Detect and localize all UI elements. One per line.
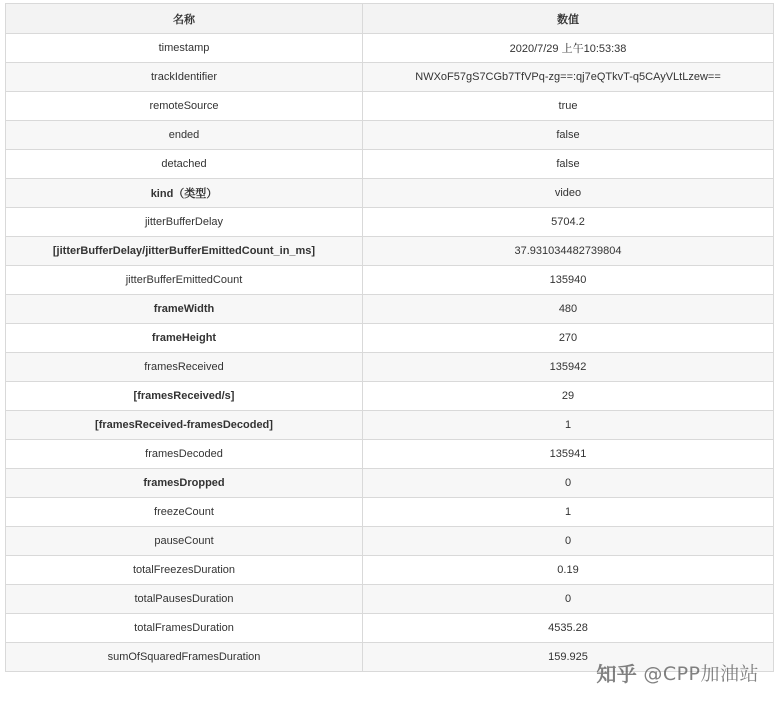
stat-name-cell: framesDropped — [6, 469, 363, 498]
table-row — [6, 324, 774, 353]
column-header-name: 名称 — [6, 4, 363, 34]
stat-value-cell: 270 — [363, 324, 774, 353]
stat-value-cell: 0 — [363, 469, 774, 498]
stat-value-cell: NWXoF57gS7CGb7TfVPq-zg==:qj7eQTkvT-q5CAyVLtLzew== — [363, 63, 774, 92]
stat-name-cell: sumOfSquaredFramesDuration — [6, 643, 363, 672]
column-header-value: 数值 — [363, 4, 774, 34]
stat-name-cell: [framesReceived/s] — [6, 382, 363, 411]
stat-value-cell: false — [363, 121, 774, 150]
watermark-author: @CPP加油站 — [643, 663, 759, 685]
table-row — [6, 469, 774, 498]
table-row — [6, 121, 774, 150]
table-row — [6, 34, 774, 63]
stat-name-cell: detached — [6, 150, 363, 179]
stat-value-cell: 5704.2 — [363, 208, 774, 237]
table-row — [6, 498, 774, 527]
stat-value-cell: 135940 — [363, 266, 774, 295]
table-row — [6, 556, 774, 585]
table-header — [6, 4, 774, 34]
table-body — [6, 34, 774, 672]
table-row — [6, 208, 774, 237]
stat-name-cell: jitterBufferDelay — [6, 208, 363, 237]
table-row — [6, 179, 774, 208]
stat-value-cell: 135941 — [363, 440, 774, 469]
stat-name-cell: totalFramesDuration — [6, 614, 363, 643]
stat-value-cell: 37.931034482739804 — [363, 237, 774, 266]
table-row — [6, 614, 774, 643]
stat-name-cell: [framesReceived-framesDecoded] — [6, 411, 363, 440]
stat-name-cell: kind（类型） — [6, 179, 363, 208]
stat-name-cell: framesReceived — [6, 353, 363, 382]
stat-name-cell: remoteSource — [6, 92, 363, 121]
stat-value-cell: 1 — [363, 411, 774, 440]
stat-name-cell: framesDecoded — [6, 440, 363, 469]
stat-name-cell: ended — [6, 121, 363, 150]
table-header-row — [6, 4, 774, 34]
table-row — [6, 295, 774, 324]
table-row — [6, 92, 774, 121]
stat-value-cell: 1 — [363, 498, 774, 527]
stat-value-cell: 29 — [363, 382, 774, 411]
table-row — [6, 382, 774, 411]
table-row — [6, 527, 774, 556]
table-row — [6, 411, 774, 440]
stat-value-cell: video — [363, 179, 774, 208]
watermark-site: 知乎 — [596, 662, 638, 686]
stat-name-cell: totalFreezesDuration — [6, 556, 363, 585]
table-row — [6, 150, 774, 179]
table-row — [6, 643, 774, 672]
stat-value-cell: true — [363, 92, 774, 121]
stat-name-cell: frameWidth — [6, 295, 363, 324]
stat-name-cell: [jitterBufferDelay/jitterBufferEmittedCount_in_ms] — [6, 237, 363, 266]
stat-value-cell: 2020/7/29 上午10:53:38 — [363, 34, 774, 63]
stat-value-cell: 135942 — [363, 353, 774, 382]
table-row — [6, 266, 774, 295]
stat-value-cell: 159.925 — [363, 643, 774, 672]
stat-name-cell: freezeCount — [6, 498, 363, 527]
stat-value-cell: 4535.28 — [363, 614, 774, 643]
stat-value-cell: 0.19 — [363, 556, 774, 585]
table-row — [6, 440, 774, 469]
table-row — [6, 585, 774, 614]
webrtc-stats-table — [5, 3, 774, 672]
stat-value-cell: 0 — [363, 527, 774, 556]
stat-name-cell: jitterBufferEmittedCount — [6, 266, 363, 295]
stat-value-cell: 480 — [363, 295, 774, 324]
table-row — [6, 63, 774, 92]
stat-name-cell: pauseCount — [6, 527, 363, 556]
table-row — [6, 237, 774, 266]
stat-value-cell: 0 — [363, 585, 774, 614]
table-row — [6, 353, 774, 382]
stat-name-cell: timestamp — [6, 34, 363, 63]
stat-value-cell: false — [363, 150, 774, 179]
stat-name-cell: frameHeight — [6, 324, 363, 353]
stat-name-cell: totalPausesDuration — [6, 585, 363, 614]
stat-name-cell: trackIdentifier — [6, 63, 363, 92]
